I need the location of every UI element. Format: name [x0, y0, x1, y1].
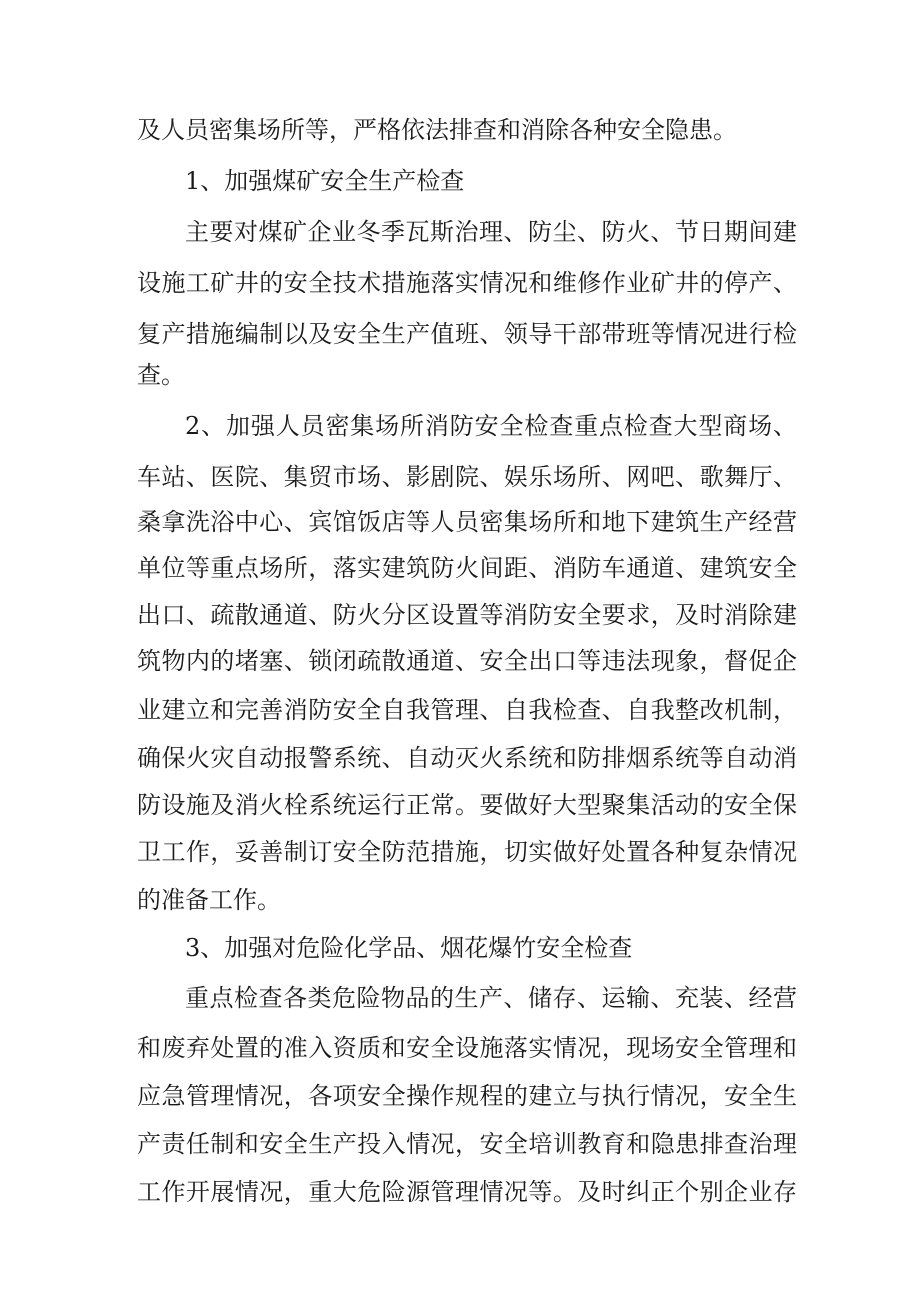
text-line: 和废弃处置的准入资质和安全设施落实情况，现场安全管理和: [137, 1034, 797, 1062]
text-line: 设施工矿井的安全技术措施落实情况和维修作业矿井的停产、: [137, 269, 797, 297]
text-line: 应急管理情况，各项安全操作规程的建立与执行情况，安全生: [137, 1082, 797, 1110]
text-line: 桑拿洗浴中心、宾馆饭店等人员密集场所和地下建筑生产经营: [137, 508, 797, 536]
text-line: 筑物内的堵塞、锁闭疏散通道、安全出口等违法现象，督促企: [137, 647, 797, 675]
text-line: 确保火灾自动报警系统、自动灭火系统和防排烟系统等自动消: [137, 744, 797, 772]
text-line: 重点检查各类危险物品的生产、储存、运输、充装、经营: [185, 984, 797, 1012]
section-heading-hazardous-chemicals: 3、加强对危险化学品、烟花爆竹安全检查: [185, 934, 633, 962]
text-line: 复产措施编制以及安全生产值班、领导干部带班等情况进行检: [137, 320, 797, 348]
text-line: 及人员密集场所等，严格依法排查和消除各种安全隐患。: [137, 116, 737, 144]
text-line: 车站、医院、集贸市场、影剧院、娱乐场所、网吧、歌舞厅、: [137, 463, 797, 491]
text-line: 的准备工作。: [137, 886, 281, 914]
text-line: 出口、疏散通道、防火分区设置等消防安全要求，及时消除建: [137, 601, 797, 629]
text-line: 工作开展情况，重大危险源管理情况等。及时纠正个别企业存: [137, 1178, 797, 1206]
text-line: 产责任制和安全生产投入情况，安全培训教育和隐患排查治理: [137, 1130, 797, 1158]
section-heading-crowded-places: 2、加强人员密集场所消防安全检查重点检查大型商场、: [185, 412, 797, 440]
text-line: 业建立和完善消防安全自我管理、自我检查、自我整改机制，: [137, 696, 797, 724]
text-line: 卫工作，妥善制订安全防范措施，切实做好处置各种复杂情况: [137, 838, 797, 866]
text-line: 查。: [137, 361, 185, 389]
text-line: 主要对煤矿企业冬季瓦斯治理、防尘、防火、节日期间建: [185, 218, 797, 246]
text-line: 单位等重点场所，落实建筑防火间距、消防车通道、建筑安全: [137, 554, 797, 582]
text-line: 防设施及消火栓系统运行正常。要做好大型聚集活动的安全保: [137, 791, 797, 819]
section-heading-coal-mine: 1、加强煤矿安全生产检查: [185, 167, 465, 195]
